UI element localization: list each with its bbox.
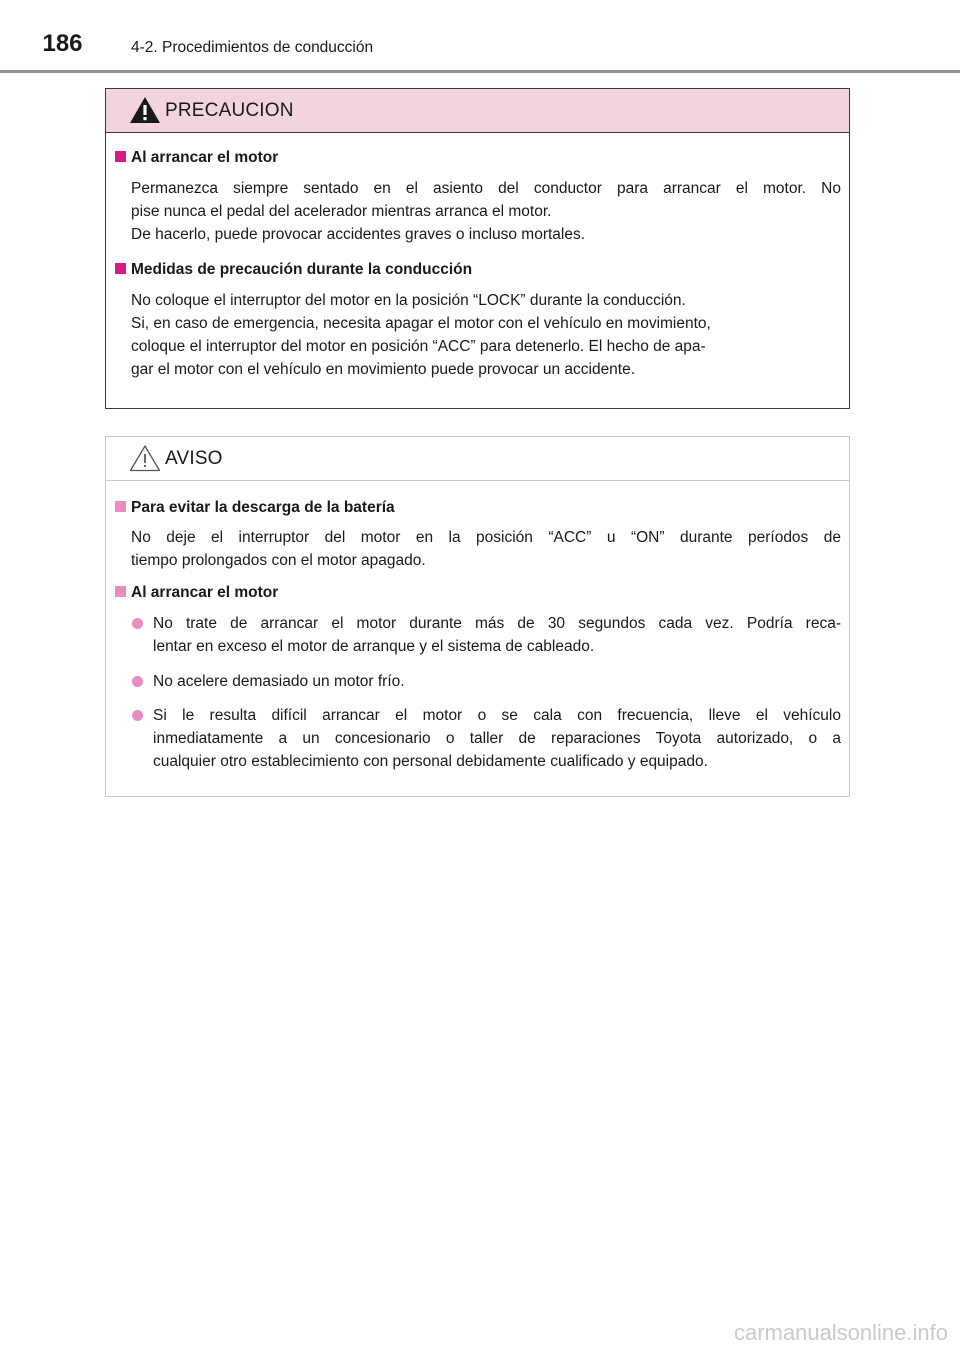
bullet-text: Si le resulta difícil arrancar el motor o se cala con frecuencia, lleve el vehículo inmediatamente a un concesionario o taller de reparaciones Toyota autorizado, o a cualquier otro establecimiento con personal debidamente cualificado y equipado. — [153, 707, 841, 770]
square-bullet-icon — [115, 263, 126, 274]
square-bullet-icon — [115, 501, 126, 512]
header-rule — [0, 70, 960, 73]
section-title: 4-2. Procedimientos de conducción — [131, 39, 374, 56]
bullet-text: No acelere demasiado un motor frío. — [153, 673, 405, 690]
watermark: carmanualsonline.info — [733, 1320, 948, 1345]
caution-item-text: Permanezca siempre sentado en el asiento del conductor para arrancar el motor. No pise nunca el pedal del acelerador mientras arranca el motor. De hacerlo, puede provocar accidentes graves o incluso mortales. — [131, 180, 841, 243]
notice-box — [105, 436, 850, 797]
warning-triangle-outline-icon — [128, 443, 162, 473]
caution-item-heading: Medidas de precaución durante la conducción — [115, 261, 472, 279]
notice-item-heading: Para evitar la descarga de la batería — [115, 499, 395, 517]
warning-triangle-icon — [128, 95, 162, 125]
caution-box-header — [106, 89, 849, 133]
square-bullet-icon — [115, 151, 126, 162]
notice-box-header — [106, 437, 849, 481]
caution-item-heading: Al arrancar el motor — [115, 149, 278, 167]
caution-item-text: No coloque el interruptor del motor en la posición “LOCK” durante la conducción. Si, en caso de emergencia, necesita apagar el motor con el vehículo en movimiento, coloque el interruptor del motor en posición “ACC” para detenerlo. El hecho de apa- gar el motor con el vehículo en movimiento puede provocar un accidente. — [131, 292, 711, 378]
notice-item-heading: Al arrancar el motor — [115, 584, 278, 602]
circle-bullet-icon — [132, 618, 143, 629]
notice-item-text: No deje el interruptor del motor en la posición “ACC” u “ON” durante períodos de tiempo prolongados con el motor apagado. — [131, 529, 841, 569]
circle-bullet-icon — [132, 710, 143, 721]
bullet-text: No trate de arrancar el motor durante más de 30 segundos cada vez. Podría reca- lentar en exceso el motor de arranque y el sistema de cableado. — [153, 615, 841, 655]
caution-title: PRECAUCION — [165, 100, 294, 121]
notice-title: AVISO — [165, 448, 223, 469]
page-number: 186 — [42, 30, 83, 57]
page-header — [0, 0, 960, 76]
caution-box — [105, 88, 850, 409]
circle-bullet-icon — [132, 676, 143, 687]
square-bullet-icon — [115, 586, 126, 597]
